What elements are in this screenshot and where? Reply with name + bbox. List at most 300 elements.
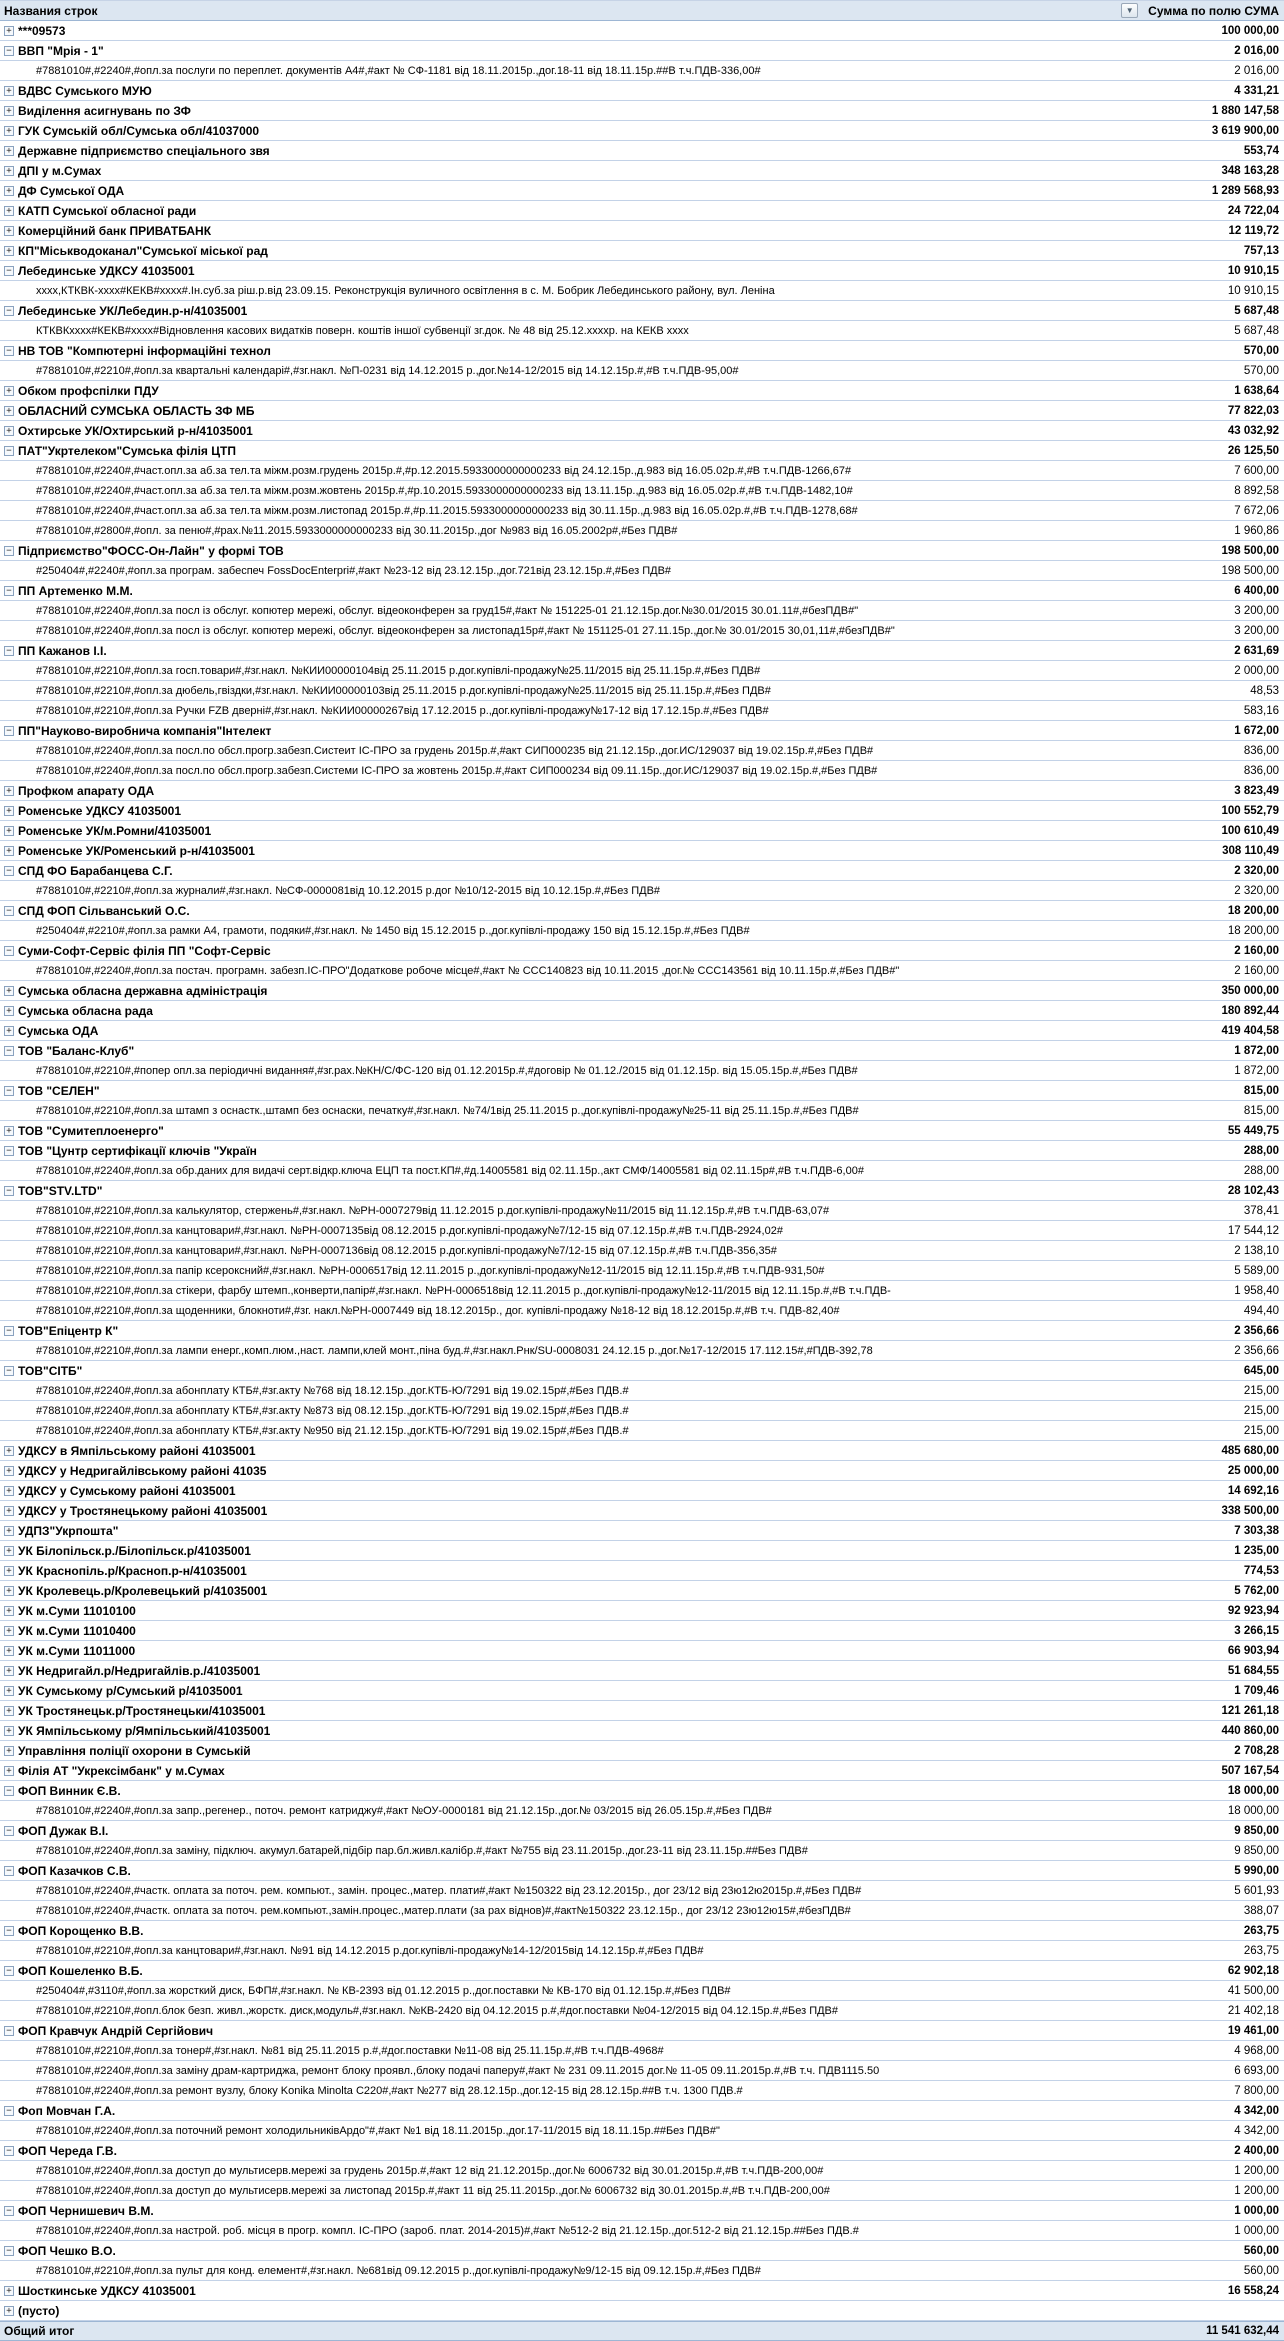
expand-icon[interactable]: + [4,206,14,216]
detail-row-label[interactable]: #7881010#,#2240#,#опл.за заміну драм-картриджа, ремонт блоку проявл.,блоку подачі паперу#,#акт № 231 09.11.2015 дог.№ 11-05 09.11.2015р.#,#В т.ч. ПДВ1115.50 [36,2064,880,2077]
row-sum-value[interactable]: 2 160,00 [1234,944,1279,957]
table-row [0,1921,1284,1941]
row-sum-value[interactable]: 7 303,38 [1234,1524,1279,1537]
group-row-label[interactable]: ГУК Сумській обл/Сумська обл/41037000 [18,123,260,138]
collapse-icon[interactable]: − [4,2026,14,2036]
row-sum-value[interactable]: 25 000,00 [1227,1464,1279,1477]
collapse-icon[interactable]: − [4,1926,14,1936]
row-sum-value[interactable]: 62 902,18 [1227,1964,1279,1977]
detail-row-label[interactable]: #7881010#,#2240#,#част.опл.за аб.за тел.та міжм.розм.жовтень 2015р.#,#р.10.2015.5933000000000233 від 13.11.15р.,д.983 від 16.05.02р.#,#В т.ч.ПДВ-1482,10# [36,484,853,497]
detail-row-label[interactable]: #7881010#,#2240#,#опл.за настрой. роб. місця в прогр. компл. ІС-ПРО (зароб. плат. 2014-2015)#,#акт №512-2 від 21.12.15р.,дог.512-2 від 21.12.15р.##Без ПДВ.# [36,2224,859,2237]
detail-row-label[interactable]: #250404#,#3110#,#опл.за жорсткий диск, БФП#,#зг.накл. № КВ-2393 від 01.12.2015 р.,дог.поставки № КВ-170 від 01.12.15р.#,#Без ПДВ# [36,1984,731,1997]
row-sum-value[interactable]: 12 119,72 [1228,224,1279,237]
detail-row-label[interactable]: #7881010#,#2210#,#опл.за Ручки FZB дверні#,#зг.накл. №КИИ00000267від 17.12.2015 р.,дог.купівлі-продажу№17-12 від 17.12.15р.#,#Без ПДВ# [36,704,769,717]
collapse-icon[interactable]: − [4,1046,14,1056]
row-sum-value[interactable]: 338 500,00 [1221,1504,1279,1517]
collapse-icon[interactable]: − [4,346,14,356]
expand-icon[interactable]: + [4,1466,14,1476]
expand-icon[interactable]: + [4,1546,14,1556]
group-row-label[interactable]: ***09573 [18,23,66,38]
detail-row-label[interactable]: #7881010#,#2240#,#част.опл.за аб.за тел.та міжм.розм.листопад 2015р.#,#р.11.2015.5933000000000233 від 30.11.15р.,д.983 від 16.05.02р.#,#В т.ч.ПДВ-1278,68# [36,504,858,517]
expand-icon[interactable]: + [4,786,14,796]
row-sum-value[interactable]: 388,07 [1243,1904,1279,1917]
row-sum-value[interactable]: 5 687,48 [1234,324,1279,337]
row-sum-value[interactable]: 4 331,21 [1234,84,1279,97]
row-sum-value[interactable]: 92 923,94 [1227,1604,1279,1617]
collapse-icon[interactable]: − [4,1186,14,1196]
group-row-label[interactable]: Сумська обласна державна адміністрація [18,983,268,998]
group-row-label[interactable]: Профком апарату ОДА [18,783,155,798]
group-row-label[interactable]: Лебединське УДКСУ 41035001 [18,263,195,278]
detail-row-label[interactable]: #7881010#,#2240#,#опл.за запр.,регенер., поточ. ремонт катриджу#,#акт №ОУ-0000181 від 21.12.15р.,дог.№ 03/2015 від 26.05.15р.#,#Без ПДВ# [36,1804,772,1817]
row-sum-value[interactable]: 7 600,00 [1234,464,1279,477]
group-row-label[interactable]: (пусто) [18,2303,60,2318]
group-row-label[interactable]: Роменське УДКСУ 41035001 [18,803,182,818]
group-row-label[interactable]: ТОВ"STV.LTD" [18,1183,103,1198]
detail-row-label[interactable]: #7881010#,#2210#,#опл.за тонер#,#зг.накл. №81 від 25.11.2015 р.#,#дог.поставки №11-08 від 25.11.15р.#,#В т.ч.ПДВ-4968# [36,2044,664,2057]
row-sum-value[interactable]: 1 958,40 [1234,1284,1279,1297]
group-row-label[interactable]: СПД ФО Барабанцева С.Г. [18,863,173,878]
detail-row-label[interactable]: #7881010#,#2210#,#опл.блок безп. живл.,жорстк. диск,модуль#,#зг.накл. №КВ-2420 від 04.12.2015 р.#,#дог.поставки №04-12/2015 від 04.12.15р.#,#Без ПДВ# [36,2004,839,2017]
row-sum-value[interactable]: 4 342,00 [1234,2104,1279,2117]
row-sum-value[interactable]: 21 402,18 [1227,2004,1279,2017]
expand-icon[interactable]: + [4,406,14,416]
row-sum-value[interactable]: 815,00 [1243,1104,1279,1117]
collapse-icon[interactable]: − [4,306,14,316]
group-row-label[interactable]: ТОВ"Епіцентр К" [18,1323,119,1338]
row-sum-value[interactable]: 560,00 [1243,2264,1279,2277]
row-sum-value[interactable]: 378,41 [1243,1204,1279,1217]
group-row-label[interactable]: УК Тростянецьк.р/Тростянецьки/41035001 [18,1703,266,1718]
expand-icon[interactable]: + [4,826,14,836]
group-row-label[interactable]: Фоп Мовчан Г.А. [18,2103,116,2118]
detail-row-label[interactable]: #7881010#,#2240#,#опл.за посл із обслуг. копютер мережі, обслуг. відеоконферен за листопад15р#,#акт № 151125-01 27.11.15р.,дог.№ 30.01/2015 30,01,11#,#безПДВ#" [36,624,895,637]
row-sum-value[interactable]: 2 160,00 [1234,964,1279,977]
collapse-icon[interactable]: − [4,2246,14,2256]
row-sum-value[interactable]: 2 000,00 [1234,664,1279,677]
group-row-label[interactable]: УК м.Суми 11011000 [18,1643,136,1658]
row-sum-value[interactable]: 570,00 [1243,344,1279,357]
row-sum-value[interactable]: 836,00 [1243,764,1279,777]
row-sum-value[interactable]: 2 631,69 [1234,644,1279,657]
row-sum-value[interactable]: 9 850,00 [1234,1824,1279,1837]
group-row-label[interactable]: ФОП Кравчук Андрій Сергійович [18,2023,214,2038]
expand-icon[interactable]: + [4,2306,14,2316]
row-sum-value[interactable]: 1 880 147,58 [1211,104,1279,117]
detail-row-label[interactable]: #7881010#,#2240#,#опл.за доступ до мультисерв.мережі за листопад 2015р.#,#акт 11 від 25.11.2015р.,дог.№ 6006732 від 30.01.2015р.#,#В т.ч.ПДВ-200,00# [36,2184,830,2197]
expand-icon[interactable]: + [4,186,14,196]
row-sum-value[interactable]: 18 200,00 [1227,924,1279,937]
row-sum-value[interactable]: 19 461,00 [1227,2024,1279,2037]
row-sum-value[interactable]: 288,00 [1243,1164,1279,1177]
group-row-label[interactable]: УДКСУ в Ямпільському районі 41035001 [18,1443,256,1458]
detail-row-label[interactable]: #7881010#,#2240#,#опл.за обр.даних для видачі серт.відкр.ключа ЕЦП та пост.КП#,#д.14005581 від 02.11.15р.,акт СМФ/14005581 від 02.11.15р#,#В т.ч.ПДВ-6,00# [36,1164,864,1177]
expand-icon[interactable]: + [4,226,14,236]
detail-row-label[interactable]: #7881010#,#2210#,#опл.за штамп з оснастк.,штамп без оснаски, печатку#,#зг.накл. №74/1від 25.11.2015 р.,дог.купівлі-продажу№25-11 від 25.11.15р.#,#Без ПДВ# [36,1104,859,1117]
collapse-icon[interactable]: − [4,726,14,736]
collapse-icon[interactable]: − [4,1146,14,1156]
detail-row-label[interactable]: #7881010#,#2210#,#опл.за калькулятор, стержень#,#зг.накл. №РН-0007279від 11.12.2015 р.дог.купівлі-продажу№11/2015 від 11.12.15р.#,#В т.ч.ПДВ-63,07# [36,1204,830,1217]
detail-row-label[interactable]: #7881010#,#2240#,#опл.за поточний ремонт холодильниківАрдо"#,#акт №1 від 18.11.2015р.,дог.17-11/2015 від 18.11.15р.##Без ПДВ#" [36,2124,720,2137]
row-sum-value[interactable]: 1 289 568,93 [1211,184,1279,197]
group-row-label[interactable]: УДПЗ"Укрпошта" [18,1523,119,1538]
detail-row-label[interactable]: #7881010#,#2240#,#опл.за заміну, підключ. акумул.батарей,підбір пар.бл.живл.калібр.#,#акт №755 від 23.11.2015р.,дог.23-11 від 23.11.15р.##Без ПДВ# [36,1844,808,1857]
group-row-label[interactable]: Підприємство"ФОСС-Он-Лайн" у формі ТОВ [18,543,284,558]
row-sum-value[interactable]: 5 687,48 [1234,304,1279,317]
group-row-label[interactable]: ДФ Сумської ОДА [18,183,125,198]
row-sum-value[interactable]: 8 892,58 [1234,484,1279,497]
row-sum-value[interactable]: 440 860,00 [1221,1724,1279,1737]
row-sum-value[interactable]: 3 200,00 [1234,624,1279,637]
row-sum-value[interactable]: 1 872,00 [1234,1064,1279,1077]
row-sum-value[interactable]: 3 619 900,00 [1211,124,1279,137]
group-row-label[interactable]: УК Кролевець.р/Кролевецький р/41035001 [18,1583,268,1598]
detail-row-label[interactable]: #7881010#,#2240#,#част.опл.за аб.за тел.та міжм.розм.грудень 2015р.#,#р.12.2015.5933000000000233 від 24.12.15р.,д.983 від 16.05.02р.#,#В т.ч.ПДВ-1266,67# [36,464,852,477]
row-sum-value[interactable]: 24 722,04 [1227,204,1279,217]
detail-row-label[interactable]: хххх,КТКВК-хххх#КЕКВ#хххх#.Ін.суб.за ріш.р.від 23.09.15. Реконструкція вуличного освітлення в с. М. Бобрик Лебединського району, вул. Леніна [36,284,775,297]
row-sum-value[interactable]: 350 000,00 [1221,984,1279,997]
detail-row-label[interactable]: #250404#,#2210#,#опл.за рамки А4, грамоти, подяки#,#зг.накл. № 1450 від 15.12.2015 р.,дог.купівлі-продажу 150 від 15.12.15р.#,#Без ПДВ# [36,924,750,937]
row-sum-value[interactable]: 100 552,79 [1221,804,1279,817]
row-sum-value[interactable]: 18 000,00 [1227,1784,1279,1797]
group-row-label[interactable]: Шосткинське УДКСУ 41035001 [18,2283,196,2298]
group-row-label[interactable]: ТОВ "СЕЛЕН" [18,1083,100,1098]
group-row-label[interactable]: ВДВС Сумського МУЮ [18,83,152,98]
row-sum-value[interactable]: 2 356,66 [1234,1324,1279,1337]
row-sum-value[interactable]: 198 500,00 [1221,564,1279,577]
group-row-label[interactable]: Суми-Софт-Сервіс філія ПП "Софт-Сервіс [18,943,271,958]
group-row-label[interactable]: ФОП Череда Г.В. [18,2143,117,2158]
group-row-label[interactable]: Управління поліції охорони в Сумській [18,1743,251,1758]
row-sum-value[interactable]: 288,00 [1243,1144,1279,1157]
collapse-icon[interactable]: − [4,1366,14,1376]
row-sum-value[interactable]: 5 990,00 [1234,1864,1279,1877]
group-row-label[interactable]: УДКСУ у Тростянецькому районі 41035001 [18,1503,268,1518]
row-sum-value[interactable]: 1 000,00 [1234,2224,1279,2237]
collapse-icon[interactable]: − [4,906,14,916]
row-sum-value[interactable]: 26 125,50 [1227,444,1279,457]
detail-row-label[interactable]: #7881010#,#2240#,#опл.за посл.по обсл.прогр.забезп.Систеит ІС-ПРО за грудень 2015р.#,#акт СИП000235 від 21.12.15р.,дог.ИС/129037 від 19.02.15р.#,#Без ПДВ# [36,744,874,757]
group-row-label[interactable]: ТОВ "Цунтр сертифікації ключів "Україн [18,1143,257,1158]
table-row [0,781,1284,801]
group-row-label[interactable]: УК Білопільск.р./Білопільск.р/41035001 [18,1543,251,1558]
expand-icon[interactable]: + [4,1526,14,1536]
group-row-label[interactable]: УК Недригайл.р/Недригайлів.р./41035001 [18,1663,261,1678]
collapse-icon[interactable]: − [4,1086,14,1096]
row-sum-value[interactable]: 2 400,00 [1234,2144,1279,2157]
group-row-label[interactable]: КАТП Сумської обласної ради [18,203,197,218]
detail-row-label[interactable]: #7881010#,#2210#,#опл.за госп.товари#,#зг.накл. №КИИ00000104від 25.11.2015 р.дог.купівлі-продажу№25.11/2015 від 25.11.15р.#,#Без ПДВ# [36,664,761,677]
detail-row-label[interactable]: #7881010#,#2240#,#опл.за послуги по переплет. документів А4#,#акт № СФ-1181 від 18.11.2015р.,дог.18-11 від 18.11.15р.##В т.ч.ПДВ-336,00# [36,64,761,77]
group-row-label[interactable]: Роменське УК/м.Ромни/41035001 [18,823,212,838]
collapse-icon[interactable]: − [4,2146,14,2156]
row-sum-value[interactable]: 1 709,46 [1234,1684,1279,1697]
expand-icon[interactable]: + [4,1006,14,1016]
expand-icon[interactable]: + [4,26,14,36]
row-sum-value[interactable]: 1 235,00 [1234,1544,1279,1557]
row-sum-value[interactable]: 41 500,00 [1227,1984,1279,1997]
group-row-label[interactable]: Сумська ОДА [18,1023,99,1038]
expand-icon[interactable]: + [4,106,14,116]
group-row-label[interactable]: УК Ямпільському р/Ямпільський/41035001 [18,1723,271,1738]
group-row-label[interactable]: ПП"Науково-виробнича компанія"Інтелект [18,723,272,738]
row-sum-value[interactable]: 5 762,00 [1234,1584,1279,1597]
row-sum-value[interactable]: 308 110,49 [1222,844,1279,857]
row-sum-value[interactable]: 10 910,15 [1227,264,1279,277]
group-row-label[interactable]: ОБЛАСНИЙ СУМСЬКА ОБЛАСТЬ ЗФ МБ [18,403,255,418]
detail-row-label[interactable]: КТКВКхххх#КЕКВ#хххх#Відновлення касових видатків поверн. коштів іншої субвенції зг.док. № 48 від 25.12.ххххр. на КЕКВ хххх [36,324,689,337]
expand-icon[interactable]: + [4,1486,14,1496]
detail-row-label[interactable]: #7881010#,#2210#,#опл.за стікери, фарбу штемп.,конверти,папір#,#зг.накл. №РН-0006518від 12.11.2015 р.,дог.купівлі-продажу№12-11/2015 від 12.11.15р.#,#В т.ч.ПДВ- [36,1284,891,1297]
group-row-label[interactable]: ФОП Винник Є.В. [18,1783,121,1798]
group-row-label[interactable]: Філія АТ "Укрексімбанк" у м.Сумах [18,1763,225,1778]
group-row-label[interactable]: Лебединське УК/Лебедин.р-н/41035001 [18,303,248,318]
row-sum-value[interactable]: 419 404,58 [1221,1024,1279,1037]
expand-icon[interactable]: + [4,1686,14,1696]
group-row-label[interactable]: УК м.Суми 11010100 [18,1603,136,1618]
group-row-label[interactable]: ПП Артеменко М.М. [18,583,133,598]
expand-icon[interactable]: + [4,806,14,816]
expand-icon[interactable]: + [4,846,14,856]
detail-row-label[interactable]: #7881010#,#2800#,#опл. за пеню#,#рах.№11.2015.5933000000000233 від 30.11.2015р.,дог №983 від 16.05.2002р#,#Без ПДВ# [36,524,678,537]
expand-icon[interactable]: + [4,246,14,256]
group-row-label[interactable]: КП"Міськводоканал"Сумської міської рад [18,243,268,258]
detail-row-label[interactable]: #7881010#,#2210#,#опл.за лампи енерг.,комп.люм.,наст. лампи,клей монт.,піна буд.#,#зг.накл.Рнк/SU-0008031 24.12.15 р.,дог.№17-12/2015 17.112.15#,#ПДВ-392,78 [36,1344,873,1357]
row-sum-value[interactable]: 1 638,64 [1234,384,1279,397]
group-row-label[interactable]: ФОП Корощенко В.В. [18,1923,144,1938]
row-sum-value[interactable]: 215,00 [1243,1404,1279,1417]
row-sum-value[interactable]: 553,74 [1243,144,1279,157]
group-row-label[interactable]: Державне підприємство спеціального звя [18,143,270,158]
detail-row-label[interactable]: #7881010#,#2210#,#опл.за канцтовари#,#зг.накл. №РН-0007136від 08.12.2015 р.дог.купівлі-продажу№7/12-15 від 07.12.15р.#,#В т.ч.ПДВ-356,35# [36,1244,777,1257]
expand-icon[interactable]: + [4,1566,14,1576]
row-sum-value[interactable]: 48,53 [1250,684,1279,697]
group-row-label[interactable]: Обком профспілки ПДУ [18,383,159,398]
row-sum-value[interactable]: 2 016,00 [1234,64,1279,77]
group-row-label[interactable]: НВ ТОВ "Компютерні інформаційні технол [18,343,271,358]
expand-icon[interactable]: + [4,1666,14,1676]
collapse-icon[interactable]: − [4,2106,14,2116]
detail-row-label[interactable]: #7881010#,#2210#,#опл.за канцтовари#,#зг.накл. №91 від 14.12.2015 р.дог.купівлі-продажу№14-12/2015від 14.12.15р.#,#Без ПДВ# [36,1944,704,1957]
group-row-label[interactable]: УДКСУ у Недригайлівському районі 41035 [18,1463,267,1478]
row-sum-value[interactable]: 570,00 [1243,364,1279,377]
row-sum-value[interactable]: 263,75 [1243,1924,1279,1937]
detail-row-label[interactable]: #7881010#,#2210#,#опл.за квартальні календарі#,#зг.накл. №П-0231 від 14.12.2015 р.,дог.№14-12/2015 від 14.12.15р.#,#В т.ч.ПДВ-95,00# [36,364,739,377]
collapse-icon[interactable]: − [4,1326,14,1336]
row-sum-value[interactable]: 6 693,00 [1234,2064,1279,2077]
row-sum-value[interactable]: 6 400,00 [1234,584,1279,597]
group-row-label[interactable]: УДКСУ у Сумському районі 41035001 [18,1483,236,1498]
collapse-icon[interactable]: − [4,1826,14,1836]
group-row-label[interactable]: ФОП Казачков С.В. [18,1863,131,1878]
row-sum-value[interactable]: 180 892,44 [1221,1004,1279,1017]
row-sum-value[interactable]: 55 449,75 [1227,1124,1279,1137]
collapse-icon[interactable]: − [4,266,14,276]
collapse-icon[interactable]: − [4,866,14,876]
collapse-icon[interactable]: − [4,546,14,556]
row-sum-value[interactable]: 2 320,00 [1234,884,1279,897]
group-row-label[interactable]: ТОВ "Баланс-Клуб" [18,1043,135,1058]
detail-row-label[interactable]: #7881010#,#2210#,#опл.за папір ксероксний#,#зг.накл. №РН-0006517від 12.11.2015 р.,дог.купівлі-продажу№12-11/2015 від 12.11.15р.#,#В т.ч.ПДВ-931,50# [36,1264,825,1277]
expand-icon[interactable]: + [4,1626,14,1636]
group-row-label[interactable]: Сумська обласна рада [18,1003,153,1018]
row-sum-value[interactable]: 1 960,86 [1234,524,1279,537]
row-sum-value[interactable]: 9 850,00 [1234,1844,1279,1857]
row-sum-value[interactable]: 485 680,00 [1221,1444,1279,1457]
row-sum-value[interactable]: 18 200,00 [1227,904,1279,917]
group-row-label[interactable]: Виділення асигнувань по ЗФ [18,103,191,118]
row-sum-value[interactable]: 2 016,00 [1234,44,1279,57]
row-sum-value[interactable]: 3 266,15 [1234,1624,1279,1637]
detail-row-label[interactable]: #7881010#,#2240#,#опл.за посл.по обсл.прогр.забезп.Системи ІС-ПРО за жовтень 2015р.#,#акт СИП000234 від 09.11.15р.,дог.ИС/129037 від 19.02.15р.#,#Без ПДВ# [36,764,878,777]
collapse-icon[interactable]: − [4,1966,14,1976]
collapse-icon[interactable]: − [4,2206,14,2216]
row-sum-value[interactable]: 100 610,49 [1221,824,1279,837]
row-sum-value[interactable]: 1 672,00 [1234,724,1279,737]
row-sum-value[interactable]: 14 692,16 [1227,1484,1279,1497]
expand-icon[interactable]: + [4,986,14,996]
group-row-label[interactable]: ФОП Кошеленко В.Б. [18,1963,143,1978]
row-sum-value[interactable]: 560,00 [1243,2244,1279,2257]
row-sum-value[interactable]: 836,00 [1243,744,1279,757]
detail-row-label[interactable]: #7881010#,#2210#,#опл.за пульт для конд. елемент#,#зг.накл. №681від 09.12.2015 р.,дог.купівлі-продажу№9/12-15 від 09.12.15р.#,#Без ПДВ# [36,2264,761,2277]
expand-icon[interactable]: + [4,1606,14,1616]
row-sum-value[interactable]: 121 261,18 [1221,1704,1279,1717]
expand-icon[interactable]: + [4,2286,14,2296]
detail-row-label[interactable]: #7881010#,#2240#,#опл.за доступ до мультисерв.мережі за грудень 2015р.#,#акт 12 від 21.12.2015р.,дог.№ 6006732 від 30.01.2015р.#,#В т.ч.ПДВ-200,00# [36,2164,824,2177]
row-sum-value[interactable]: 4 968,00 [1234,2044,1279,2057]
expand-icon[interactable]: + [4,1746,14,1756]
expand-icon[interactable]: + [4,1126,14,1136]
filter-dropdown-icon[interactable]: ▼ [1121,3,1138,18]
collapse-icon[interactable]: − [4,1786,14,1796]
row-sum-value[interactable]: 774,53 [1243,1564,1279,1577]
expand-icon[interactable]: + [4,1726,14,1736]
expand-icon[interactable]: + [4,426,14,436]
row-sum-value[interactable]: 17 544,12 [1227,1224,1279,1237]
row-sum-value[interactable]: 198 500,00 [1221,544,1279,557]
row-sum-value[interactable]: 51 684,55 [1227,1664,1279,1677]
row-sum-value[interactable]: 100 000,00 [1221,24,1279,37]
group-row-label[interactable]: СПД ФОП Сільванський О.С. [18,903,190,918]
row-sum-value[interactable]: 2 708,28 [1234,1744,1279,1757]
group-row-label[interactable]: УК м.Суми 11010400 [18,1623,136,1638]
expand-icon[interactable]: + [4,1766,14,1776]
group-row-label[interactable]: УК Краснопіль.р/Красноп.р-н/41035001 [18,1563,247,1578]
row-sum-value[interactable]: 815,00 [1243,1084,1279,1097]
group-row-label[interactable]: ДПІ у м.Сумах [18,163,102,178]
row-sum-value[interactable]: 43 032,92 [1227,424,1279,437]
group-row-label[interactable]: ФОП Дужак В.І. [18,1823,109,1838]
row-sum-value[interactable]: 263,75 [1243,1944,1279,1957]
detail-row-label[interactable]: #7881010#,#2210#,#попер опл.за періодичні видання#,#зг.рах.№КН/С/ФС-120 від 01.12.2015р.#,#договір № 01.12./2015 від 01.12.15р. від 15.05.15р.#,#Без ПДВ# [36,1064,858,1077]
group-row-label[interactable]: Охтирське УК/Охтирський р-н/41035001 [18,423,253,438]
detail-row-label[interactable]: #7881010#,#2240#,#опл.за абонплату КТБ#,#зг.акту №768 від 18.12.15р.,дог.КТБ-Ю/7291 від 19.02.15р#,#Без ПДВ.# [36,1384,629,1397]
row-sum-value[interactable]: 2 356,66 [1234,1344,1279,1357]
row-sum-value[interactable]: 7 800,00 [1234,2084,1279,2097]
row-sum-value[interactable]: 4 342,00 [1234,2124,1279,2137]
group-row-label[interactable]: ВВП "Мрія - 1" [18,43,104,58]
row-sum-value[interactable]: 18 000,00 [1227,1804,1279,1817]
expand-icon[interactable]: + [4,126,14,136]
group-row-label[interactable]: ТОВ "Сумитеплоенерго" [18,1123,164,1138]
row-sum-value[interactable]: 215,00 [1243,1424,1279,1437]
row-sum-value[interactable]: 66 903,94 [1227,1644,1279,1657]
detail-row-label[interactable]: #7881010#,#2240#,#опл.за абонплату КТБ#,#зг.акту №950 від 21.12.15р.,дог.КТБ-Ю/7291 від 19.02.15р#,#Без ПДВ.# [36,1424,629,1437]
row-sum-value[interactable]: 2 138,10 [1234,1244,1279,1257]
expand-icon[interactable]: + [4,86,14,96]
row-sum-value[interactable]: 10 910,15 [1227,284,1279,297]
row-sum-value[interactable]: 3 200,00 [1234,604,1279,617]
detail-row-label[interactable]: #7881010#,#2210#,#опл.за щоденники, блокноти#,#зг. накл.№РН-0007449 від 18.12.2015р., дог. купівлі-продажу №18-12 від 18.12.2015р.#,#В т.ч. ПДВ-82,40# [36,1304,840,1317]
collapse-icon[interactable]: − [4,446,14,456]
detail-row-label[interactable]: #7881010#,#2240#,#опл.за постач. програмн. забезп.ІС-ПРО"Додаткове робоче місце#,#акт № ССС140823 від 10.11.2015 ,дог.№ ССС143561 від 10.11.15р.#,#Без ПДВ#" [36,964,900,977]
expand-icon[interactable]: + [4,1646,14,1656]
collapse-icon[interactable]: − [4,586,14,596]
row-sum-value[interactable]: 1 200,00 [1234,2164,1279,2177]
collapse-icon[interactable]: − [4,1866,14,1876]
expand-icon[interactable]: + [4,386,14,396]
expand-icon[interactable]: + [4,1506,14,1516]
row-sum-value[interactable]: 1 872,00 [1234,1044,1279,1057]
expand-icon[interactable]: + [4,166,14,176]
detail-row-label[interactable]: #250404#,#2240#,#опл.за програм. забеспеч FossDocEnterpri#,#акт №23-12 від 23.12.15р.,дог.721від 23.12.15р.#,#Без ПДВ# [36,564,672,577]
expand-icon[interactable]: + [4,1026,14,1036]
detail-row-label[interactable]: #7881010#,#2240#,#опл.за посл із обслуг. копютер мережі, обслуг. відеоконферен за груд15#,#акт № 151225-01 21.12.15р.дог.№30.01/2015 30.01.11#,#безПДВ#" [36,604,859,617]
row-sum-value[interactable]: 7 672,06 [1234,504,1279,517]
row-sum-value[interactable]: 28 102,43 [1227,1184,1279,1197]
row-sum-value[interactable]: 645,00 [1243,1364,1279,1377]
row-sum-value[interactable]: 757,13 [1243,244,1279,257]
detail-row-label[interactable]: #7881010#,#2210#,#опл.за журнали#,#зг.накл. №СФ-0000081від 10.12.2015 р.дог №10/12-2015 від 10.12.15р.#,#Без ПДВ# [36,884,661,897]
row-sum-value[interactable]: 1 000,00 [1234,2204,1279,2217]
collapse-icon[interactable]: − [4,946,14,956]
group-row-label[interactable]: ТОВ"СІТБ" [18,1363,83,1378]
detail-row-label[interactable]: #7881010#,#2210#,#опл.за дюбель,гвіздки,#зг.накл. №КИИ00000103від 25.11.2015 р.дог.купівлі-продажу№25.11/2015 від 25.11.15р.#,#Без ПДВ# [36,684,771,697]
detail-row-label[interactable]: #7881010#,#2240#,#частк. оплата за поточ. рем.компьют.,замін.процес.,матер.плати (за рах віднов)#,#акт№150322 23.12.15р., дог 23/12 23ю12ю15#,#безПДВ# [36,1904,851,1917]
expand-icon[interactable]: + [4,1586,14,1596]
expand-icon[interactable]: + [4,1446,14,1456]
group-row-label[interactable]: УК Сумському р/Сумський р/41035001 [18,1683,243,1698]
group-row-label[interactable]: ПАТ"Укртелеком"Сумська філія ЦТП [18,443,236,458]
row-sum-value[interactable]: 215,00 [1243,1384,1279,1397]
group-row-label[interactable]: Комерційний банк ПРИВАТБАНК [18,223,212,238]
row-sum-value[interactable]: 1 200,00 [1234,2184,1279,2197]
row-sum-value[interactable]: 2 320,00 [1234,864,1279,877]
row-sum-value[interactable]: 5 589,00 [1234,1264,1279,1277]
detail-row-label[interactable]: #7881010#,#2240#,#опл.за ремонт вузлу, блоку Konika Minolta C220#,#акт №277 від 28.12.15р.,дог.12-15 від 28.12.15р.##В т.ч. 1300 ПДВ.# [36,2084,743,2097]
row-sum-value[interactable]: 77 822,03 [1227,404,1279,417]
row-sum-value[interactable]: 494,40 [1243,1304,1279,1317]
group-row-label[interactable]: ФОП Чернишевич В.М. [18,2203,154,2218]
expand-icon[interactable]: + [4,1706,14,1716]
group-row-label[interactable]: Роменське УК/Роменський р-н/41035001 [18,843,255,858]
group-row-label[interactable]: ПП Кажанов І.І. [18,643,107,658]
row-sum-value[interactable]: 16 558,24 [1227,2284,1279,2297]
detail-row-label[interactable]: #7881010#,#2240#,#частк. оплата за поточ. рем. компьют., замін. процес.,матер. плати#,#акт №150322 від 23.12.2015р., дог 23/12 від 23ю12ю2015р.#,#Без ПДВ# [36,1884,862,1897]
row-sum-value[interactable]: 3 823,49 [1234,784,1279,797]
expand-icon[interactable]: + [4,146,14,156]
row-sum-value[interactable]: 507 167,54 [1221,1764,1279,1777]
row-sum-value[interactable]: 348 163,28 [1221,164,1279,177]
collapse-icon[interactable]: − [4,46,14,56]
row-sum-value[interactable]: 583,16 [1243,704,1279,717]
row-sum-value[interactable]: 5 601,93 [1234,1884,1279,1897]
detail-row-label[interactable]: #7881010#,#2210#,#опл.за канцтовари#,#зг.накл. №РН-0007135від 08.12.2015 р.дог.купівлі-продажу№7/12-15 від 07.12.15р.#,#В т.ч.ПДВ-2924,02# [36,1224,783,1237]
collapse-icon[interactable]: − [4,646,14,656]
detail-row-label[interactable]: #7881010#,#2240#,#опл.за абонплату КТБ#,#зг.акту №873 від 08.12.15р.,дог.КТБ-Ю/7291 від 19.02.15р#,#Без ПДВ.# [36,1404,629,1417]
group-row-label[interactable]: ФОП Чешко В.О. [18,2243,116,2258]
